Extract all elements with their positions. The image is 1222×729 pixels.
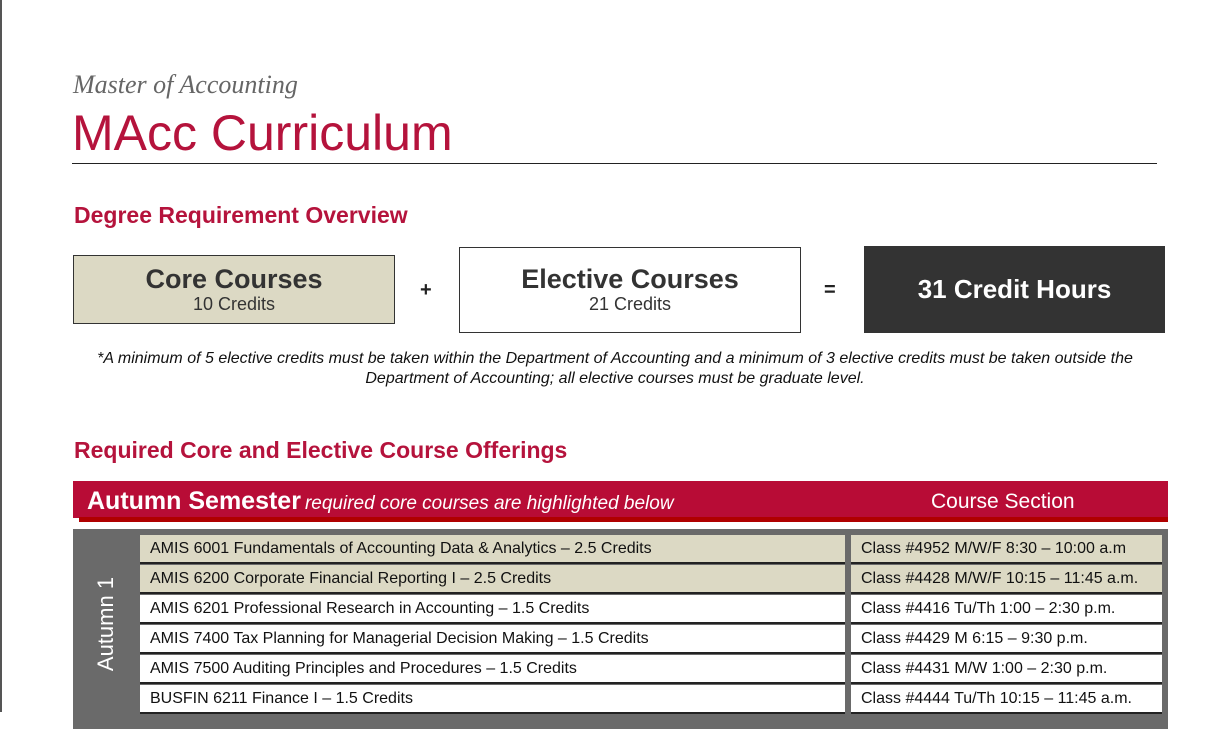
overview-heading: Degree Requirement Overview	[74, 202, 408, 228]
semester-note: required core courses are highlighted below	[304, 493, 674, 514]
course-name-cell: BUSFIN 6211 Finance I – 1.5 Credits	[140, 685, 845, 714]
core-courses-box	[73, 255, 395, 324]
title-divider	[72, 163, 1157, 164]
total-credits-label: 31 Credit Hours	[917, 274, 1112, 304]
offerings-heading: Required Core and Elective Course Offerings	[74, 437, 568, 463]
course-name-cell: AMIS 6201 Professional Research in Accounting – 1.5 Credits	[140, 595, 845, 624]
course-section-cell: Class #4428 M/W/F 10:15 – 11:45 a.m.	[851, 565, 1162, 594]
equals-sign: =	[824, 279, 836, 301]
course-section-header: Course Section	[931, 490, 1075, 513]
course-section-cell: Class #4429 M 6:15 – 9:30 p.m.	[851, 625, 1162, 654]
course-table	[73, 529, 1168, 729]
plus-sign: +	[420, 279, 432, 301]
core-courses-credits: 10 Credits	[192, 294, 276, 314]
course-section-cell: Class #4416 Tu/Th 1:00 – 2:30 p.m.	[851, 595, 1162, 624]
course-name-cell: AMIS 7500 Auditing Principles and Procedures – 1.5 Credits	[140, 655, 845, 684]
total-credits-box	[864, 246, 1165, 333]
course-name-cell: AMIS 7400 Tax Planning for Managerial Decision Making – 1.5 Credits	[140, 625, 845, 654]
header-underline	[79, 517, 1168, 522]
course-section-cell: Class #4431 M/W 1:00 – 2:30 p.m.	[851, 655, 1162, 684]
semester-header	[73, 481, 1168, 518]
elective-courses-credits: 21 Credits	[588, 294, 672, 314]
elective-courses-label: Elective Courses	[521, 264, 739, 294]
elective-note: *A minimum of 5 elective credits must be taken within the Department of Accounting and a minimum of 3 elective credits must be taken outside the Department of Accounting; all elective courses must be graduate level.	[97, 350, 1133, 387]
course-name-cell: AMIS 6001 Fundamentals of Accounting Data & Analytics – 2.5 Credits	[140, 535, 845, 564]
core-courses-label: Core Courses	[145, 264, 323, 294]
course-section-cell: Class #4952 M/W/F 8:30 – 10:00 a.m	[851, 535, 1162, 564]
term-label: Autumn 1	[93, 576, 119, 671]
term-label-cell	[73, 535, 140, 712]
page-edge	[0, 0, 2, 712]
semester-title: Autumn Semester	[87, 487, 301, 515]
page-title: MAcc Curriculum	[72, 105, 453, 161]
elective-courses-box	[459, 247, 801, 333]
page-subtitle: Master of Accounting	[73, 70, 298, 99]
course-name-cell: AMIS 6200 Corporate Financial Reporting I – 2.5 Credits	[140, 565, 845, 594]
course-section-cell: Class #4444 Tu/Th 10:15 – 11:45 a.m.	[851, 685, 1162, 714]
